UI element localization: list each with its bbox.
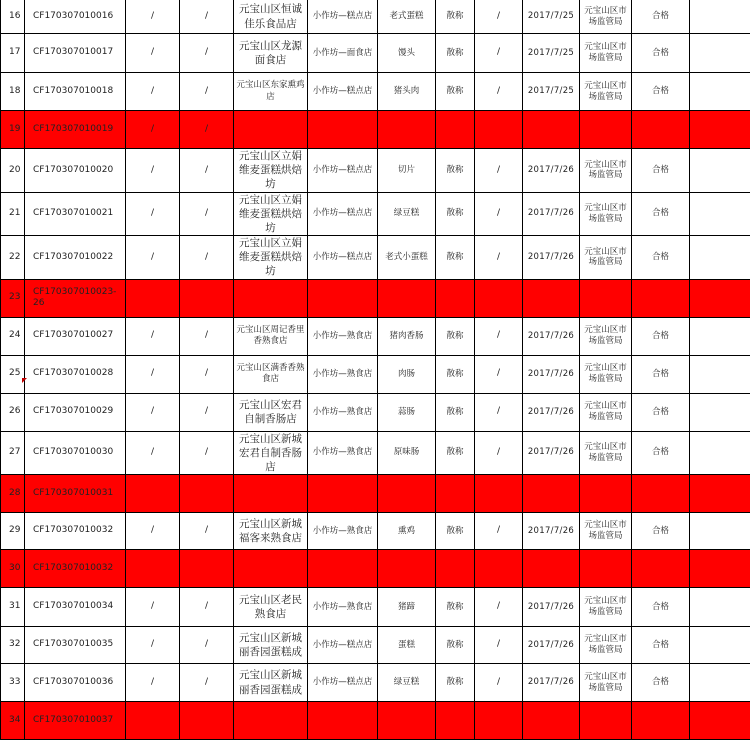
row-number-cell: 23 <box>1 279 25 317</box>
row-number-cell: 34 <box>1 702 25 740</box>
result-cell: 合格 <box>632 627 690 664</box>
row-number-cell: 31 <box>1 588 25 627</box>
unit-name-cell: 元宝山区立娟维麦蛋糕烘焙坊 <box>234 236 308 280</box>
unit-name-cell: 元宝山区立娟维麦蛋糕烘焙坊 <box>234 192 308 236</box>
business-type-cell: 小作坊—熟食店 <box>308 588 378 627</box>
empty-cell-cell <box>690 431 750 475</box>
empty-cell-cell <box>690 73 750 111</box>
business-type-cell: 小作坊—糕点店 <box>308 236 378 280</box>
row-number-cell: 27 <box>1 431 25 475</box>
unit-name-cell: 元宝山区立娟维麦蛋糕烘焙坊 <box>234 149 308 193</box>
business-type-cell: 小作坊—糕点店 <box>308 73 378 111</box>
table-row <box>1 588 750 627</box>
unit-name-cell: 元宝山区恒诚佳乐食品店 <box>234 0 308 34</box>
column-3-value-cell: / <box>126 111 180 149</box>
table-row <box>1 34 750 73</box>
product-name-cell: 猪蹄 <box>378 588 436 627</box>
unit-name-cell: 元宝山区宏君自制香肠店 <box>234 393 308 431</box>
table-row <box>1 236 750 280</box>
business-type-cell <box>308 111 378 149</box>
business-type-cell: 小作坊—熟食店 <box>308 355 378 393</box>
business-type-cell: 小作坊—面食店 <box>308 34 378 73</box>
production-date-cell <box>523 279 580 317</box>
inspection-org-cell <box>580 702 632 740</box>
production-date-cell: 2017/7/26 <box>523 664 580 702</box>
column-4-value-cell: / <box>180 317 234 355</box>
spec-cell: 散称 <box>436 317 475 355</box>
row-number-cell: 28 <box>1 475 25 513</box>
unit-name-cell: 元宝山区龙源面食店 <box>234 34 308 73</box>
empty-cell-cell <box>690 393 750 431</box>
business-type-cell: 小作坊—熟食店 <box>308 431 378 475</box>
spec-cell: 散称 <box>436 664 475 702</box>
empty-cell-cell <box>690 355 750 393</box>
business-type-cell: 小作坊—糕点店 <box>308 192 378 236</box>
sample-code-cell: CF170307010037 <box>25 702 126 740</box>
product-name-cell: 蛋糕 <box>378 627 436 664</box>
result-cell: 合格 <box>632 431 690 475</box>
column-4-value-cell: / <box>180 664 234 702</box>
sample-code-cell: CF170307010027 <box>25 317 126 355</box>
production-date-cell: 2017/7/26 <box>523 192 580 236</box>
result-cell: 合格 <box>632 236 690 280</box>
table-row <box>1 393 750 431</box>
batch-cell: / <box>475 431 523 475</box>
column-3-value-cell: / <box>126 355 180 393</box>
inspection-org-cell: 元宝山区市场监管局 <box>580 664 632 702</box>
column-4-value-cell <box>180 702 234 740</box>
row-number-cell: 29 <box>1 513 25 550</box>
business-type-cell <box>308 702 378 740</box>
spec-cell <box>436 702 475 740</box>
sample-code-cell: CF170307010021 <box>25 192 126 236</box>
sample-code-cell: CF170307010031 <box>25 475 126 513</box>
column-4-value-cell: / <box>180 627 234 664</box>
product-name-cell <box>378 702 436 740</box>
sample-code-cell: CF170307010029 <box>25 393 126 431</box>
table-row <box>1 513 750 550</box>
inspection-org-cell <box>580 475 632 513</box>
column-3-value-cell: / <box>126 627 180 664</box>
table-row-flagged <box>1 111 750 149</box>
batch-cell: / <box>475 355 523 393</box>
result-cell: 合格 <box>632 355 690 393</box>
inspection-org-cell: 元宝山区市场监管局 <box>580 73 632 111</box>
column-4-value-cell: / <box>180 588 234 627</box>
sample-code-cell: CF170307010023-26 <box>25 279 126 317</box>
row-number-cell: 21 <box>1 192 25 236</box>
product-name-cell: 原味肠 <box>378 431 436 475</box>
column-4-value-cell: / <box>180 73 234 111</box>
inspection-org-cell: 元宝山区市场监管局 <box>580 236 632 280</box>
business-type-cell: 小作坊—糕点店 <box>308 0 378 34</box>
inspection-org-cell: 元宝山区市场监管局 <box>580 513 632 550</box>
row-number-cell: 33 <box>1 664 25 702</box>
spec-cell: 散称 <box>436 236 475 280</box>
inspection-org-cell: 元宝山区市场监管局 <box>580 317 632 355</box>
unit-name-cell <box>234 475 308 513</box>
row-number-cell: 22 <box>1 236 25 280</box>
column-3-value-cell: / <box>126 317 180 355</box>
sample-code-cell: CF170307010020 <box>25 149 126 193</box>
batch-cell <box>475 279 523 317</box>
result-cell: 合格 <box>632 73 690 111</box>
column-4-value-cell: / <box>180 393 234 431</box>
table-row <box>1 355 750 393</box>
inspection-org-cell <box>580 111 632 149</box>
sample-code-cell: CF170307010019 <box>25 111 126 149</box>
business-type-cell <box>308 279 378 317</box>
row-number-cell: 17 <box>1 34 25 73</box>
production-date-cell <box>523 111 580 149</box>
sample-code-cell: CF170307010036 <box>25 664 126 702</box>
result-cell: 合格 <box>632 34 690 73</box>
spec-cell <box>436 475 475 513</box>
production-date-cell: 2017/7/26 <box>523 317 580 355</box>
production-date-cell: 2017/7/25 <box>523 0 580 34</box>
inspection-org-cell: 元宝山区市场监管局 <box>580 588 632 627</box>
empty-cell-cell <box>690 664 750 702</box>
column-3-value-cell: / <box>126 664 180 702</box>
column-4-value-cell: / <box>180 34 234 73</box>
empty-cell-cell <box>690 513 750 550</box>
sample-code-cell: CF170307010032 <box>25 513 126 550</box>
unit-name-cell: 元宝山区老民熟食店 <box>234 588 308 627</box>
product-name-cell: 老式小蛋糕 <box>378 236 436 280</box>
comment-indicator-icon <box>22 378 27 383</box>
batch-cell: / <box>475 627 523 664</box>
business-type-cell: 小作坊—糕点店 <box>308 627 378 664</box>
production-date-cell: 2017/7/26 <box>523 393 580 431</box>
empty-cell-cell <box>690 236 750 280</box>
business-type-cell <box>308 475 378 513</box>
batch-cell: / <box>475 393 523 431</box>
result-cell: 合格 <box>632 588 690 627</box>
result-cell: 合格 <box>632 0 690 34</box>
empty-cell-cell <box>690 702 750 740</box>
column-4-value-cell <box>180 279 234 317</box>
column-4-value-cell: / <box>180 0 234 34</box>
spec-cell: 散称 <box>436 513 475 550</box>
result-cell: 合格 <box>632 513 690 550</box>
batch-cell <box>475 702 523 740</box>
production-date-cell: 2017/7/25 <box>523 73 580 111</box>
inspection-org-cell <box>580 550 632 588</box>
column-3-value-cell: / <box>126 192 180 236</box>
spec-cell <box>436 279 475 317</box>
column-3-value-cell <box>126 702 180 740</box>
unit-name-cell: 元宝山区东家熏鸡店 <box>234 73 308 111</box>
production-date-cell: 2017/7/26 <box>523 513 580 550</box>
row-number-cell: 30 <box>1 550 25 588</box>
empty-cell-cell <box>690 34 750 73</box>
inspection-org-cell <box>580 279 632 317</box>
column-4-value-cell <box>180 550 234 588</box>
batch-cell: / <box>475 588 523 627</box>
batch-cell <box>475 111 523 149</box>
table-row <box>1 0 750 34</box>
product-name-cell: 老式蛋糕 <box>378 0 436 34</box>
sample-code-cell: CF170307010028 <box>25 355 126 393</box>
column-3-value-cell: / <box>126 73 180 111</box>
sample-code-cell: CF170307010030 <box>25 431 126 475</box>
inspection-org-cell: 元宝山区市场监管局 <box>580 0 632 34</box>
sample-code-cell: CF170307010035 <box>25 627 126 664</box>
table-row <box>1 192 750 236</box>
result-cell: 合格 <box>632 192 690 236</box>
product-name-cell: 肉肠 <box>378 355 436 393</box>
batch-cell: / <box>475 236 523 280</box>
row-number-cell: 32 <box>1 627 25 664</box>
inspection-org-cell: 元宝山区市场监管局 <box>580 431 632 475</box>
product-name-cell: 猪头肉 <box>378 73 436 111</box>
result-cell: 合格 <box>632 149 690 193</box>
column-4-value-cell: / <box>180 192 234 236</box>
empty-cell-cell <box>690 475 750 513</box>
batch-cell: / <box>475 149 523 193</box>
result-cell <box>632 550 690 588</box>
spec-cell: 散称 <box>436 588 475 627</box>
spec-cell: 散称 <box>436 0 475 34</box>
empty-cell-cell <box>690 279 750 317</box>
sample-code-cell: CF170307010017 <box>25 34 126 73</box>
business-type-cell: 小作坊—熟食店 <box>308 317 378 355</box>
row-number-cell: 24 <box>1 317 25 355</box>
spec-cell: 散称 <box>436 627 475 664</box>
column-3-value-cell <box>126 475 180 513</box>
business-type-cell: 小作坊—糕点店 <box>308 149 378 193</box>
production-date-cell <box>523 702 580 740</box>
unit-name-cell: 元宝山区新城丽香园蛋糕成 <box>234 627 308 664</box>
batch-cell: / <box>475 513 523 550</box>
table-row <box>1 73 750 111</box>
product-name-cell: 切片 <box>378 149 436 193</box>
production-date-cell: 2017/7/25 <box>523 34 580 73</box>
spec-cell <box>436 550 475 588</box>
sample-code-cell: CF170307010016 <box>25 0 126 34</box>
product-name-cell: 熏鸡 <box>378 513 436 550</box>
unit-name-cell <box>234 279 308 317</box>
column-3-value-cell <box>126 279 180 317</box>
row-number-cell: 18 <box>1 73 25 111</box>
row-number-cell: 16 <box>1 0 25 34</box>
spec-cell <box>436 111 475 149</box>
batch-cell: / <box>475 34 523 73</box>
column-4-value-cell: / <box>180 111 234 149</box>
row-number-cell: 25 <box>1 355 25 393</box>
empty-cell-cell <box>690 111 750 149</box>
product-name-cell <box>378 279 436 317</box>
batch-cell: / <box>475 73 523 111</box>
column-3-value-cell: / <box>126 149 180 193</box>
spec-cell: 散称 <box>436 73 475 111</box>
inspection-org-cell: 元宝山区市场监管局 <box>580 149 632 193</box>
production-date-cell: 2017/7/26 <box>523 588 580 627</box>
table-row <box>1 317 750 355</box>
result-cell: 合格 <box>632 664 690 702</box>
column-4-value-cell <box>180 475 234 513</box>
production-date-cell <box>523 550 580 588</box>
spec-cell: 散称 <box>436 34 475 73</box>
production-date-cell <box>523 475 580 513</box>
inspection-org-cell: 元宝山区市场监管局 <box>580 192 632 236</box>
result-cell <box>632 111 690 149</box>
column-4-value-cell: / <box>180 355 234 393</box>
inspection-org-cell: 元宝山区市场监管局 <box>580 34 632 73</box>
column-3-value-cell: / <box>126 431 180 475</box>
business-type-cell: 小作坊—糕点店 <box>308 664 378 702</box>
result-cell: 合格 <box>632 317 690 355</box>
spec-cell: 散称 <box>436 431 475 475</box>
product-name-cell: 馒头 <box>378 34 436 73</box>
table-row <box>1 627 750 664</box>
spec-cell: 散称 <box>436 192 475 236</box>
product-name-cell <box>378 550 436 588</box>
sample-code-cell: CF170307010022 <box>25 236 126 280</box>
row-number-cell: 26 <box>1 393 25 431</box>
product-name-cell: 绿豆糕 <box>378 664 436 702</box>
product-name-cell <box>378 475 436 513</box>
production-date-cell: 2017/7/26 <box>523 355 580 393</box>
column-3-value-cell: / <box>126 513 180 550</box>
production-date-cell: 2017/7/26 <box>523 627 580 664</box>
production-date-cell: 2017/7/26 <box>523 149 580 193</box>
column-3-value-cell: / <box>126 236 180 280</box>
sample-code-cell: CF170307010034 <box>25 588 126 627</box>
column-4-value-cell: / <box>180 513 234 550</box>
batch-cell <box>475 550 523 588</box>
product-name-cell: 蒜肠 <box>378 393 436 431</box>
business-type-cell: 小作坊—熟食店 <box>308 393 378 431</box>
column-4-value-cell: / <box>180 236 234 280</box>
result-cell <box>632 279 690 317</box>
table-row <box>1 664 750 702</box>
column-3-value-cell: / <box>126 393 180 431</box>
unit-name-cell: 元宝山区满香香熟食店 <box>234 355 308 393</box>
unit-name-cell <box>234 702 308 740</box>
inspection-org-cell: 元宝山区市场监管局 <box>580 393 632 431</box>
empty-cell-cell <box>690 192 750 236</box>
spec-cell: 散称 <box>436 393 475 431</box>
inspection-org-cell: 元宝山区市场监管局 <box>580 355 632 393</box>
unit-name-cell: 元宝山区新城丽香园蛋糕成 <box>234 664 308 702</box>
inspection-org-cell: 元宝山区市场监管局 <box>580 627 632 664</box>
column-3-value-cell: / <box>126 34 180 73</box>
business-type-cell: 小作坊—熟食店 <box>308 513 378 550</box>
batch-cell: / <box>475 664 523 702</box>
product-name-cell: 猪肉香肠 <box>378 317 436 355</box>
result-cell <box>632 702 690 740</box>
result-cell: 合格 <box>632 393 690 431</box>
sample-code-cell: CF170307010018 <box>25 73 126 111</box>
empty-cell-cell <box>690 149 750 193</box>
batch-cell: / <box>475 192 523 236</box>
empty-cell-cell <box>690 317 750 355</box>
sample-code-cell: CF170307010032 <box>25 550 126 588</box>
product-name-cell <box>378 111 436 149</box>
table-row-flagged <box>1 702 750 740</box>
batch-cell: / <box>475 0 523 34</box>
unit-name-cell: 元宝山区周记香里香熟食店 <box>234 317 308 355</box>
batch-cell: / <box>475 317 523 355</box>
empty-cell-cell <box>690 588 750 627</box>
production-date-cell: 2017/7/26 <box>523 236 580 280</box>
empty-cell-cell <box>690 627 750 664</box>
empty-cell-cell <box>690 0 750 34</box>
business-type-cell <box>308 550 378 588</box>
table-row <box>1 431 750 475</box>
unit-name-cell: 元宝山区新城宏君自制香肠店 <box>234 431 308 475</box>
table-row-flagged <box>1 550 750 588</box>
column-4-value-cell: / <box>180 431 234 475</box>
column-3-value-cell: / <box>126 0 180 34</box>
production-date-cell: 2017/7/26 <box>523 431 580 475</box>
row-number-cell: 19 <box>1 111 25 149</box>
row-number-cell: 20 <box>1 149 25 193</box>
unit-name-cell <box>234 550 308 588</box>
column-3-value-cell <box>126 550 180 588</box>
column-3-value-cell: / <box>126 588 180 627</box>
spec-cell: 散称 <box>436 149 475 193</box>
table-row <box>1 149 750 193</box>
unit-name-cell <box>234 111 308 149</box>
empty-cell-cell <box>690 550 750 588</box>
spec-cell: 散称 <box>436 355 475 393</box>
column-4-value-cell: / <box>180 149 234 193</box>
product-name-cell: 绿豆糕 <box>378 192 436 236</box>
table-row-flagged <box>1 279 750 317</box>
result-cell <box>632 475 690 513</box>
batch-cell <box>475 475 523 513</box>
table-row-flagged <box>1 475 750 513</box>
unit-name-cell: 元宝山区新城福客来熟食店 <box>234 513 308 550</box>
